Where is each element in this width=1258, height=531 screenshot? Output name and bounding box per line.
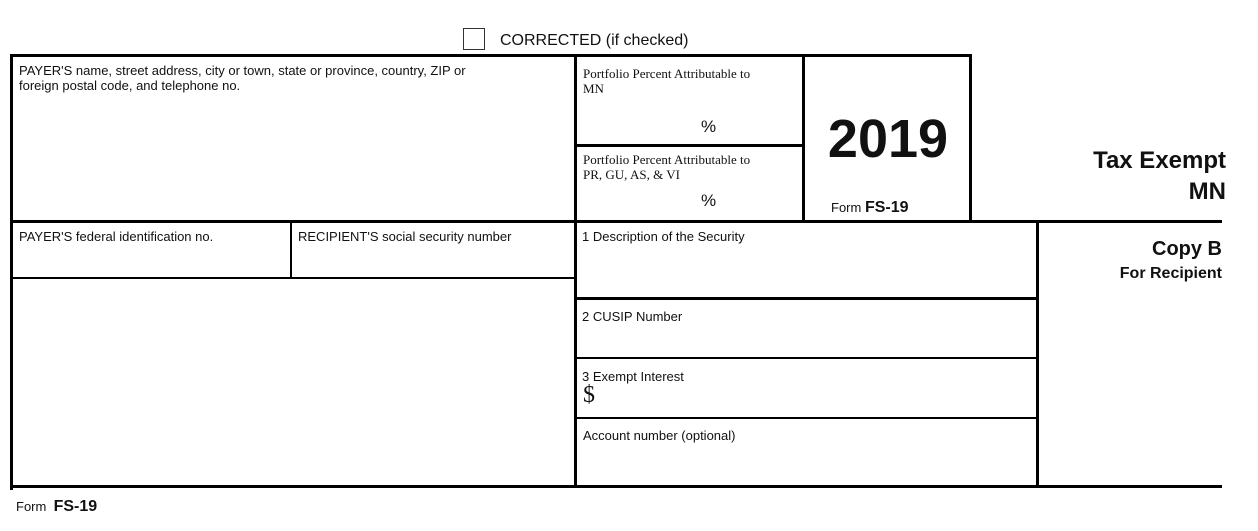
portfolio-divider-horizontal — [576, 144, 804, 147]
right-panel-border — [1036, 222, 1039, 488]
account-number-label: Account number (optional) — [583, 428, 736, 443]
copy-label: Copy B — [1152, 238, 1222, 260]
payer-name-label: PAYER'S name, street address, city or town, state or province, country, ZIP or foreign postal code, and telephone no. — [19, 63, 466, 93]
box3-label: 3 Exempt Interest — [582, 369, 684, 384]
fedid-divider — [290, 222, 292, 278]
copy-for-label: For Recipient — [1119, 265, 1222, 282]
bottom-border — [10, 485, 1222, 488]
tax-year: 2019 — [827, 109, 949, 169]
box2-bottom-border — [576, 357, 1036, 359]
corrected-checkbox[interactable] — [463, 28, 485, 50]
center-vertical-border — [574, 56, 577, 488]
box1-bottom-border — [576, 297, 1036, 300]
form-id-footer: Form FS-19 — [16, 498, 98, 515]
form-id-header: Form FS-19 — [831, 199, 909, 216]
portfolio-territories-label: Portfolio Percent Attributable to PR, GU, AS, & VI — [583, 152, 751, 182]
portfolio-mn-percent: % — [701, 117, 717, 136]
fedid-bottom-border — [10, 277, 576, 279]
corrected-label: CORRECTED (if checked) — [500, 32, 689, 49]
form-title: Tax Exempt MN — [1093, 147, 1226, 205]
box3-bottom-border — [576, 417, 1036, 419]
box2-label: 2 CUSIP Number — [582, 309, 683, 324]
left-border — [10, 54, 13, 490]
box1-label: 1 Description of the Security — [582, 229, 745, 244]
recipient-ssn-label: RECIPIENT'S social security number — [298, 229, 512, 244]
mid-horizontal-border — [10, 220, 1222, 223]
payer-fed-id-label: PAYER'S federal identification no. — [19, 229, 214, 244]
portfolio-mn-label: Portfolio Percent Attributable to MN — [583, 66, 751, 96]
box3-dollar-sign: $ — [583, 382, 595, 408]
portfolio-territories-percent: % — [701, 191, 717, 210]
top-border — [10, 54, 972, 57]
